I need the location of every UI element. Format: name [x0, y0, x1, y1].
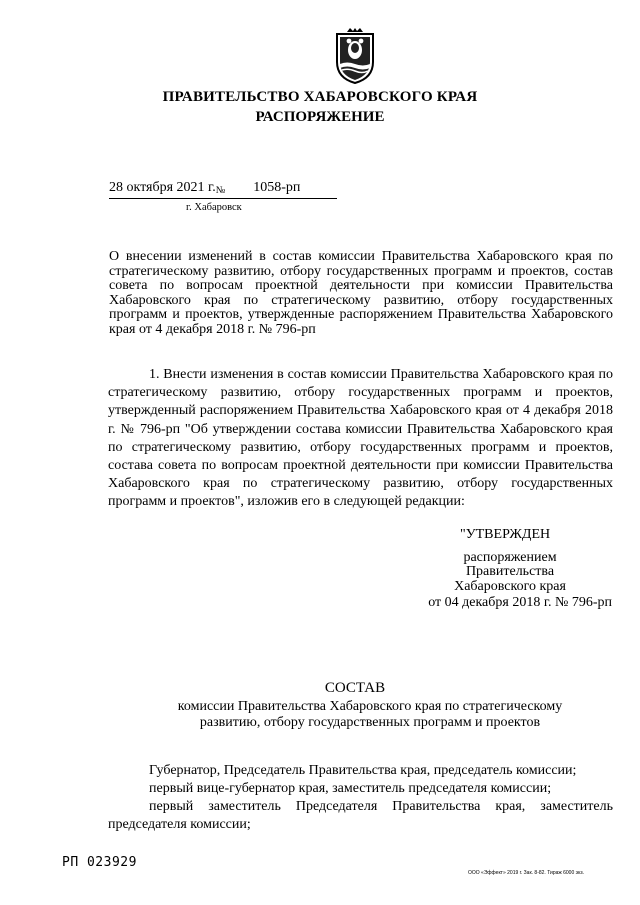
composition-title: СОСТАВ — [324, 680, 386, 696]
document-type: РАСПОРЯЖЕНИЕ — [255, 109, 385, 125]
date-number-line — [109, 180, 300, 196]
city: г. Хабаровск — [186, 202, 242, 213]
approved-line-1: распоряжением — [463, 549, 557, 565]
composition-subtitle: комиссии Правительства Хабаровского края по стратегическому развитию, отбору государственных программ и проектов — [177, 699, 563, 730]
document-date: 28 октября 2021 г. — [109, 180, 216, 195]
member-item: первый вице-губернатор края, заместитель председателя комиссии; — [149, 781, 552, 796]
document-subject: О внесении изменений в состав комиссии Правительства Хабаровского края по стратегическому развитию, отбору государственных программ и проектов, состав совета по вопросам проектной деятельности при комиссии Правительства Хабаровского края по стратегическому развитию, отбору государственных программ и проектов, утвержденные распоряжением Правительства Хабаровского края от 4 декабря 2018 г. № 796-рп — [109, 249, 613, 337]
date-underline — [109, 198, 337, 199]
members-list — [108, 762, 613, 834]
approved-date: от 04 декабря 2018 г. № 796-рп — [428, 595, 612, 610]
approved-heading: "УТВЕРЖДЕН — [460, 527, 551, 542]
government-title: ПРАВИТЕЛЬСТВО ХАБАРОВСКОГО КРАЯ — [162, 89, 478, 105]
paragraph-1: 1. Внести изменения в состав комиссии Правительства Хабаровского края по стратегическому развитию, отбору государственных программ и проектов, утвержденный распоряжением Правительства Хабаровского края от 4 декабря 2018 г. № 796-рп "Об утверждении состава комиссии Правительства Хабаровского края по стратегическому развитию, отбору государственных программ и проектов, состава совета по вопросам проектной деятельности при комиссии Правительства Хабаровского края по стратегическому развитию, отбору государственных программ и проектов", изложив его в следующей редакции: — [108, 367, 613, 510]
form-code: РП 023929 — [62, 855, 137, 870]
approval-block — [400, 528, 620, 611]
document-number: 1058-рп — [253, 180, 301, 195]
member-item: первый заместитель Председателя Правительства края, заместитель председателя комиссии; — [108, 799, 613, 832]
member-item: Губернатор, Председатель Правительства края, председатель комиссии; — [149, 763, 577, 778]
coat-of-arms-emblem — [333, 28, 377, 84]
approved-line-3: Хабаровского края — [454, 578, 566, 594]
printer-note: ООО «Эффект» 2019 г. Зак. 8-82. Тираж 6000 экз. — [468, 870, 585, 876]
number-sign: № — [215, 185, 226, 196]
approved-line-2: Правительства — [465, 564, 555, 579]
